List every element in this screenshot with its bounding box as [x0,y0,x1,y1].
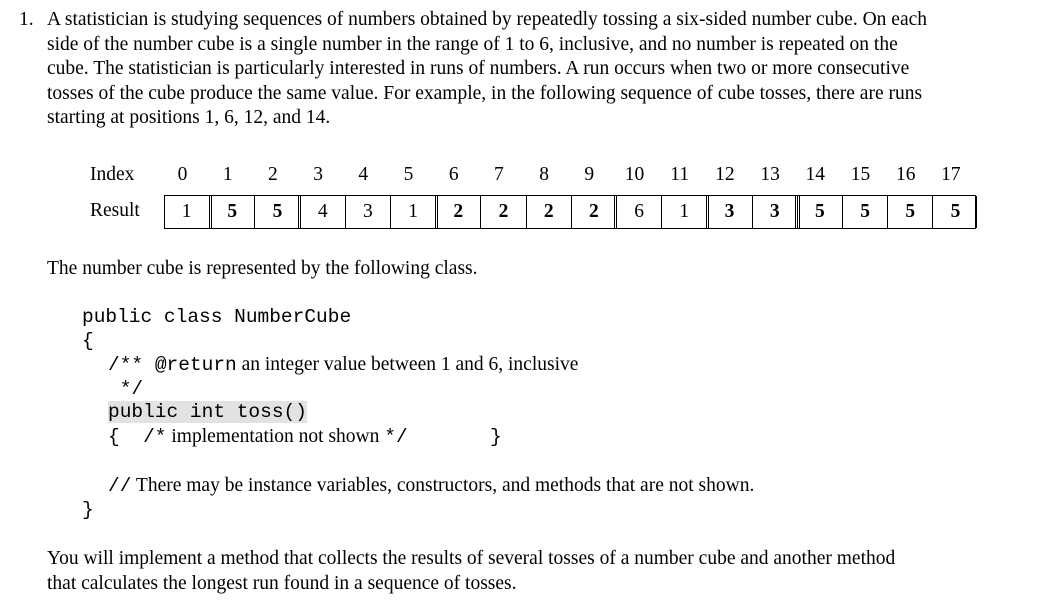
index-cell: 3 [313,164,323,185]
result-cell: 3 [345,196,390,228]
result-box [164,195,976,229]
question-number: 1. [19,9,34,30]
task-description [47,546,895,596]
index-cell: 6 [448,164,459,185]
result-cell: 6 [616,196,661,228]
result-cell: 5 [932,196,977,228]
class-close-brace: } [82,499,94,521]
index-cell: 17 [941,164,961,185]
index-cell: 2 [268,164,278,185]
index-cell: 16 [895,164,916,185]
outro-line: that calculates the longest run found in a sequence of tosses. [47,573,517,594]
result-cell: 2 [480,196,525,228]
doc-comment [108,353,578,377]
class-open-brace: { [82,330,94,352]
doc-comment-open: /** [108,354,155,376]
result-cell: 4 [300,196,345,228]
body-comment-text: implementation not shown [166,426,385,447]
result-cell: 5 [797,196,842,228]
result-cell: 2 [571,196,616,228]
result-cell: 2 [526,196,571,228]
body-open-brace: { [108,426,120,448]
intro-line: cube. The statistician is particularly interested in runs of numbers. A run occurs when two or more consecutive [47,58,910,79]
index-cell: 11 [670,164,690,185]
index-cell: 8 [539,164,549,185]
index-cell: 10 [624,164,645,185]
index-cell: 7 [494,164,504,185]
doc-return-text: an integer value between 1 and 6, inclusive [236,354,579,375]
index-cell: 4 [358,164,369,185]
result-cell: 5 [254,196,299,228]
line-comment-marker: // [108,475,132,497]
index-cell: 1 [222,164,233,185]
index-cell: 9 [584,164,595,185]
result-cell: 1 [661,196,706,228]
result-label: Result [90,200,140,221]
index-cell: 13 [760,164,780,185]
method-signature [108,400,307,424]
intro-line: A statistician is studying sequences of numbers obtained by repeatedly tossing a six-sided number cube. On each [47,9,928,30]
intro-line: tosses of the cube produce the same value. For example, in the following sequence of cube tosses, there are runs [47,82,923,104]
method-signature-text: public int toss() [108,401,307,423]
body-comment-open: /* [143,426,167,448]
result-cell: 2 [435,196,480,228]
body-close-brace: } [490,426,502,448]
index-cell: 14 [805,164,826,185]
index-cell: 5 [403,164,414,185]
outro-line: You will implement a method that collects the results of several tosses of a number cube and another method [47,548,896,569]
intro-line: side of the number cube is a single number in the range of 1 to 6, inclusive, and no number is repeated on the [47,33,898,55]
doc-comment-close: */ [108,378,144,400]
result-cell: 3 [752,196,797,228]
doc-return-tag: @return [154,354,237,376]
class-declaration: public class NumberCube [82,306,352,328]
body-comment-close: */ [384,426,408,448]
result-cell: 5 [842,196,887,228]
line-comment-text: There may be instance variables, constructors, and methods that are not shown. [131,475,755,496]
index-cell: 0 [177,164,188,185]
method-body [108,425,408,449]
intro-line: starting at positions 1, 6, 12, and 14. [47,107,331,128]
result-cell: 3 [706,196,751,228]
result-cell: 1 [181,201,192,222]
index-label: Index [90,164,135,185]
class-intro: The number cube is represented by the following class. [47,258,478,279]
result-cell: 5 [209,196,254,228]
line-comment [108,474,754,498]
question-intro [47,8,1047,131]
result-cell: 1 [390,196,435,228]
result-cell: 5 [887,196,932,228]
index-cell: 15 [850,164,871,185]
index-cell: 12 [715,164,735,185]
